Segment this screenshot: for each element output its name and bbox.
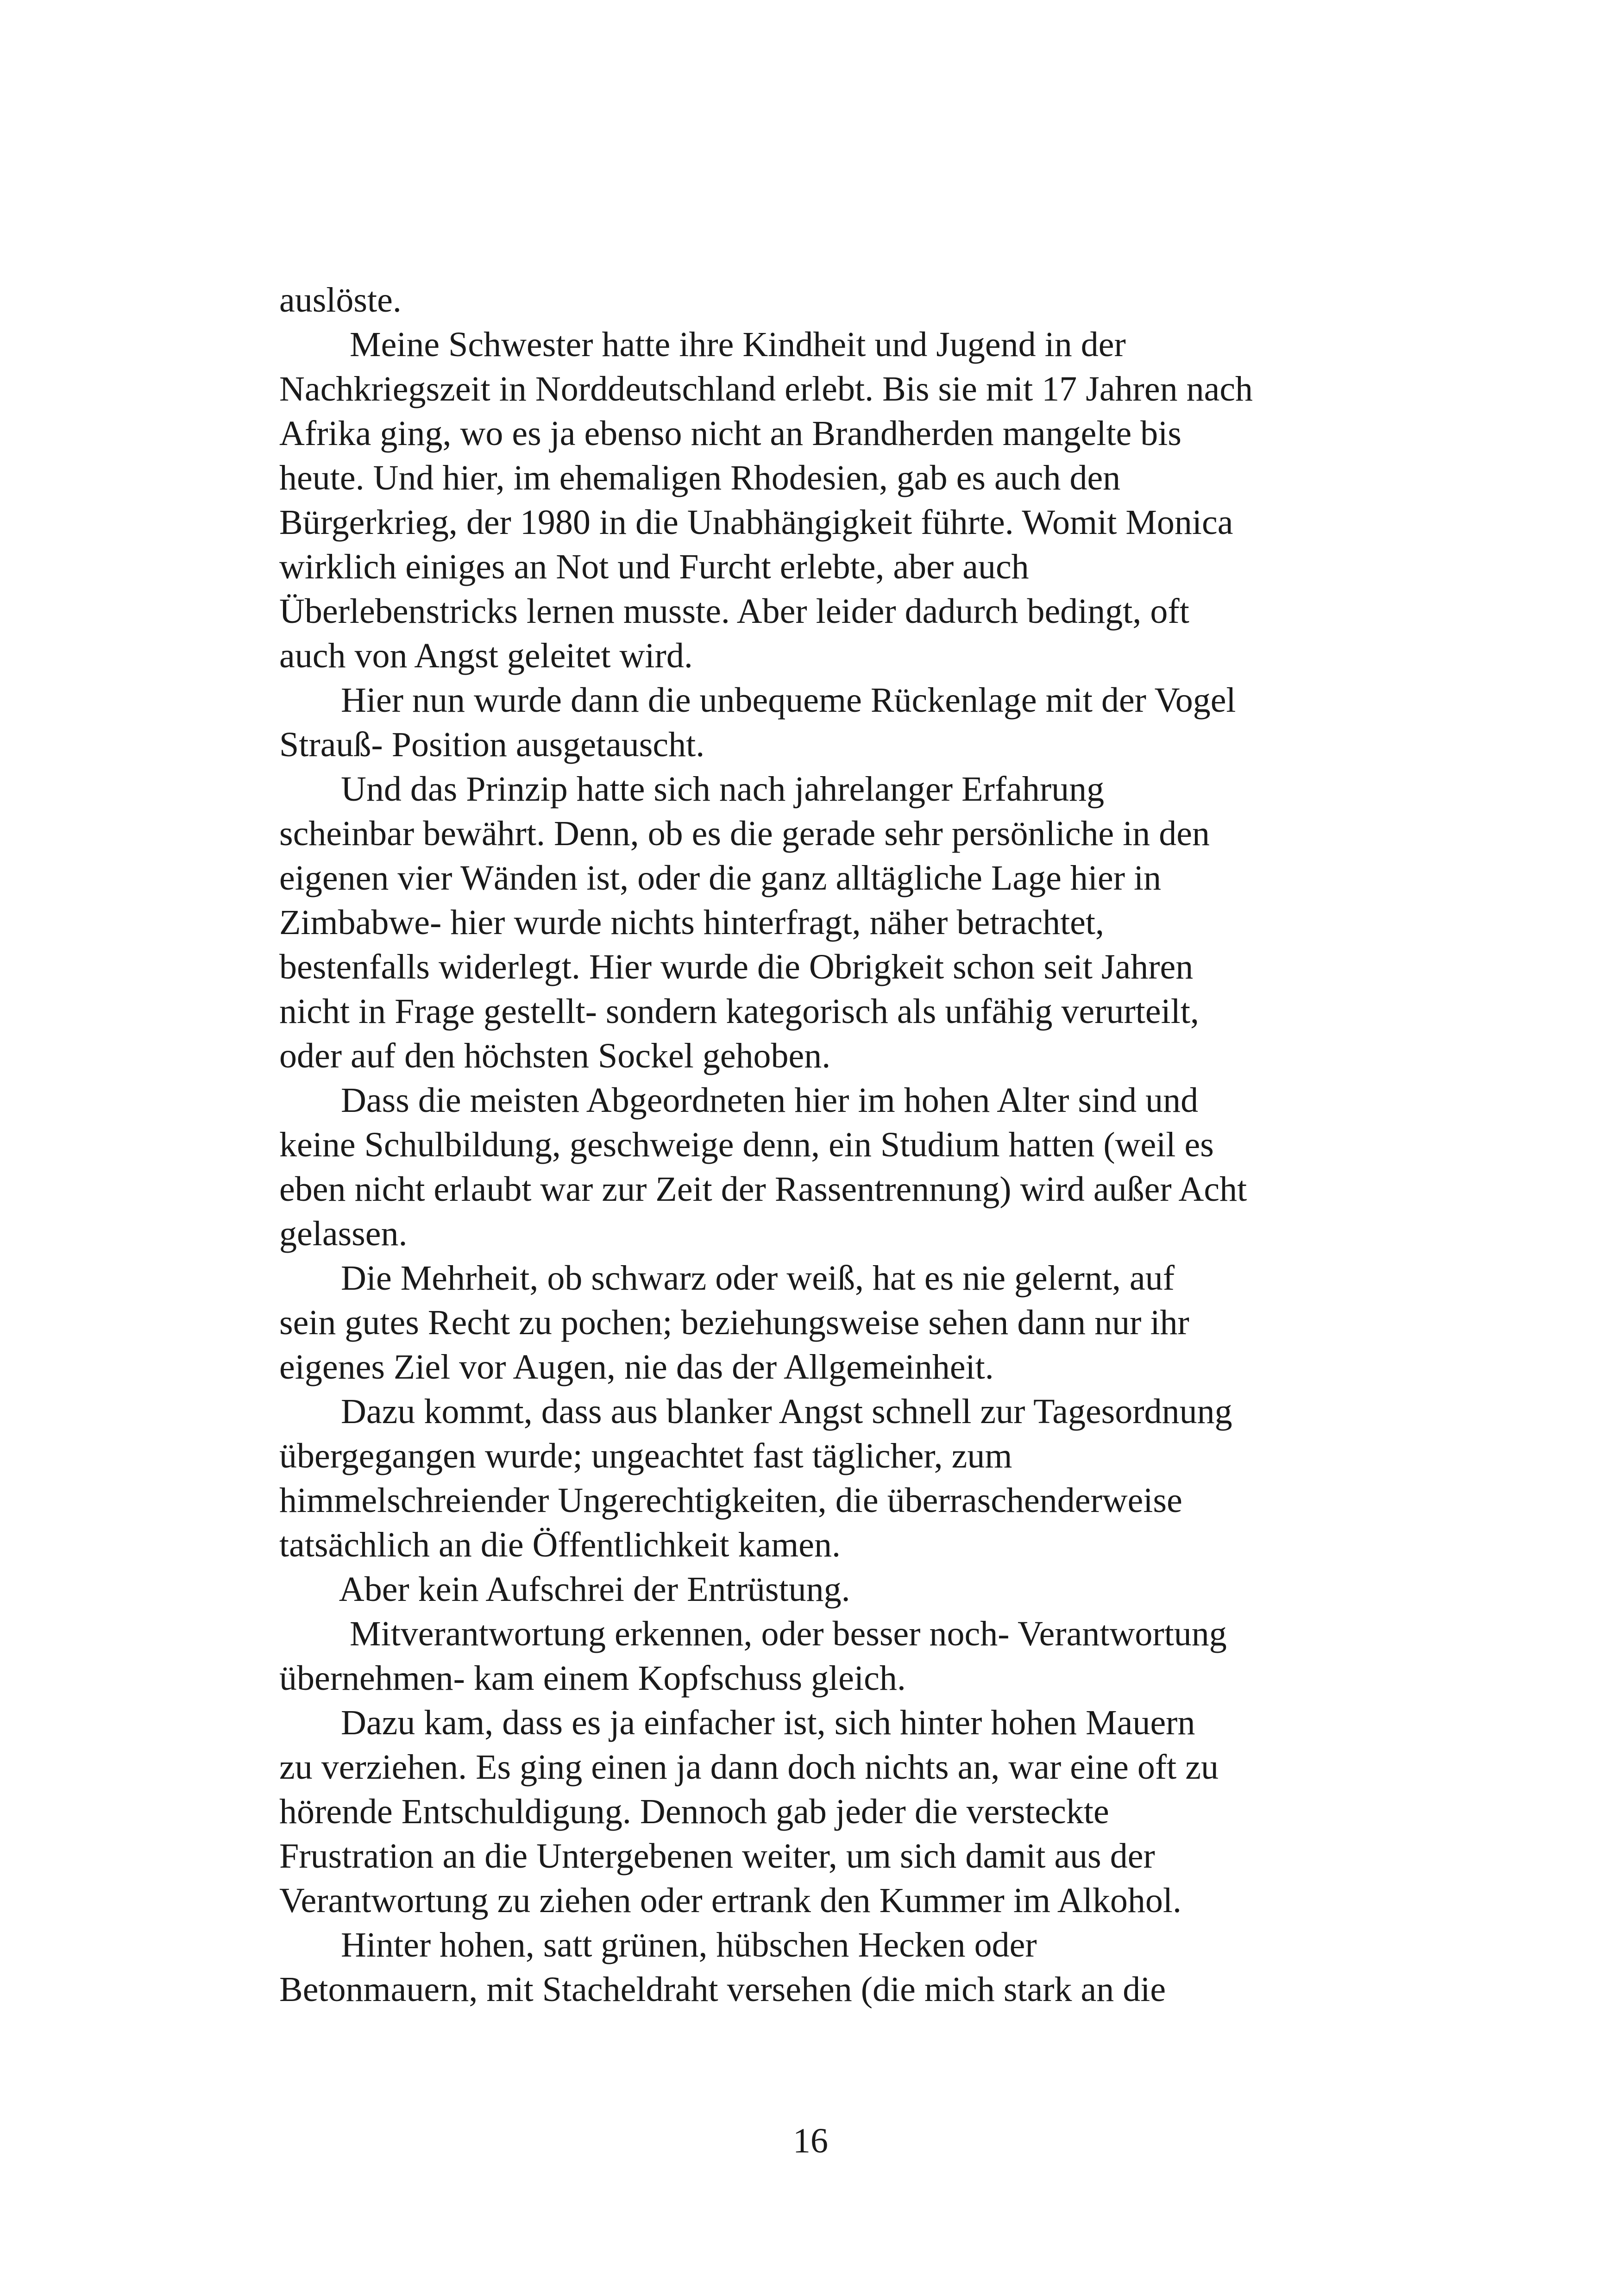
text-line: Überlebenstricks lernen musste. Aber leider dadurch bedingt, oft <box>279 592 1189 631</box>
text-line: eigenen vier Wänden ist, oder die ganz alltägliche Lage hier in <box>279 859 1162 897</box>
body-text <box>279 278 1391 2012</box>
text-line: tatsächlich an die Öffentlichkeit kamen. <box>279 1525 841 1564</box>
text-line: Hier nun wurde dann die unbequeme Rückenlage mit der Vogel <box>279 681 1236 720</box>
text-line: Strauß- Position ausgetauscht. <box>279 725 705 764</box>
text-line: heute. Und hier, im ehemaligen Rhodesien, gab es auch den <box>279 458 1121 497</box>
text-line: Meine Schwester hatte ihre Kindheit und Jugend in der <box>279 325 1126 364</box>
text-line: Betonmauern, mit Stacheldraht versehen (die mich stark an die <box>279 1970 1166 2009</box>
text-line: Die Mehrheit, ob schwarz oder weiß, hat es nie gelernt, auf <box>279 1259 1175 1298</box>
text-line: zu verziehen. Es ging einen ja dann doch nichts an, war eine oft zu <box>279 1748 1219 1787</box>
text-line: Mitverantwortung erkennen, oder besser noch- Verantwortung <box>279 1614 1227 1653</box>
text-line: himmelschreiender Ungerechtigkeiten, die überraschenderweise <box>279 1481 1182 1520</box>
page-number: 16 <box>793 2121 828 2160</box>
text-line: Bürgerkrieg, der 1980 in die Unabhängigkeit führte. Womit Monica <box>279 503 1233 542</box>
text-line: Aber kein Aufschrei der Entrüstung. <box>279 1570 850 1609</box>
text-line: Dazu kam, dass es ja einfacher ist, sich hinter hohen Mauern <box>279 1703 1195 1742</box>
text-line: eigenes Ziel vor Augen, nie das der Allgemeinheit. <box>279 1348 994 1386</box>
text-line: nicht in Frage gestellt- sondern kategorisch als unfähig verurteilt, <box>279 992 1199 1031</box>
text-line: auch von Angst geleitet wird. <box>279 636 693 675</box>
text-line: hörende Entschuldigung. Dennoch gab jeder die versteckte <box>279 1792 1109 1831</box>
text-line: oder auf den höchsten Sockel gehoben. <box>279 1036 831 1075</box>
text-line: Dass die meisten Abgeordneten hier im hohen Alter sind und <box>279 1081 1199 1120</box>
text-line: Dazu kommt, dass aus blanker Angst schnell zur Tagesordnung <box>279 1392 1232 1431</box>
text-line: wirklich einiges an Not und Furcht erlebte, aber auch <box>279 547 1029 586</box>
text-line: keine Schulbildung, geschweige denn, ein Studium hatten (weil es <box>279 1125 1214 1164</box>
text-line: Nachkriegszeit in Norddeutschland erlebt. Bis sie mit 17 Jahren nach <box>279 370 1253 408</box>
text-line: bestenfalls widerlegt. Hier wurde die Obrigkeit schon seit Jahren <box>279 947 1194 986</box>
text-line: Verantwortung zu ziehen oder ertrank den Kummer im Alkohol. <box>279 1881 1181 1920</box>
text-line: sein gutes Recht zu pochen; beziehungsweise sehen dann nur ihr <box>279 1303 1189 1342</box>
text-line: Afrika ging, wo es ja ebenso nicht an Brandherden mangelte bis <box>279 414 1181 453</box>
text-line: Zimbabwe- hier wurde nichts hinterfragt, näher betrachtet, <box>279 903 1105 942</box>
text-line: Und das Prinzip hatte sich nach jahrelanger Erfahrung <box>279 770 1105 809</box>
text-line: auslöste. <box>279 281 402 320</box>
text-line: scheinbar bewährt. Denn, ob es die gerade sehr persönliche in den <box>279 814 1210 853</box>
text-line: Frustration an die Untergebenen weiter, um sich damit aus der <box>279 1837 1155 1876</box>
text-line: übernehmen- kam einem Kopfschuss gleich. <box>279 1659 906 1698</box>
text-line: Hinter hohen, satt grünen, hübschen Hecken oder <box>279 1926 1037 1964</box>
text-line: gelassen. <box>279 1214 408 1253</box>
text-line: übergegangen wurde; ungeachtet fast täglicher, zum <box>279 1437 1012 1475</box>
text-line: eben nicht erlaubt war zur Zeit der Rassentrennung) wird außer Acht <box>279 1170 1247 1209</box>
